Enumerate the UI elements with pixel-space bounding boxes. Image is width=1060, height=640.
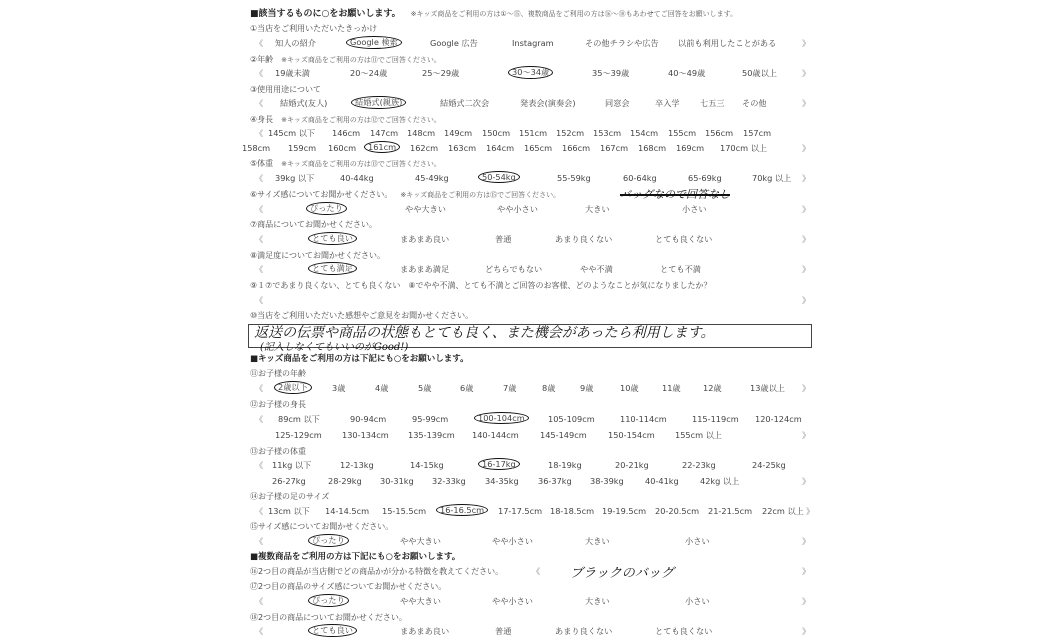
bracket-open: 《 <box>255 68 264 78</box>
q16-label: ⑯2つ目の商品が当店側でどの商品かが分かる特徴を教えてください。 <box>250 567 504 576</box>
q11-option[interactable]: 5歳 <box>418 383 432 393</box>
q12-option[interactable]: 110-114cm <box>620 414 667 424</box>
q12-option[interactable]: 90-94cm <box>350 414 387 424</box>
q4-option[interactable]: 159cm <box>288 143 317 153</box>
q18-option[interactable]: 普通 <box>495 626 512 636</box>
q6-option[interactable]: やや大きい <box>405 204 446 214</box>
q11-label: ⑪お子様の年齢 <box>250 369 306 378</box>
q16-answer[interactable]: ブラックのバッグ <box>570 566 674 581</box>
q4-option[interactable]: 145cm 以下 <box>268 128 316 138</box>
q13-label: ⑬お子様の体重 <box>250 447 306 456</box>
q3-option-selected[interactable]: 結婚式(親族) <box>351 96 406 109</box>
section-header <box>250 6 737 19</box>
q9-label: ⑨１⑦であまり良くない、とても良くない ⑧でやや不満、とても不満とご回答のお客様、どのようなことが気になりましたか？ <box>250 281 712 290</box>
q12-option[interactable]: 125-129cm <box>275 430 322 440</box>
q11-option[interactable]: 8歳 <box>542 383 556 393</box>
bracket-close: 》 <box>802 383 811 393</box>
bracket-close: 》 <box>806 506 815 516</box>
q2-option[interactable]: 25〜29歳 <box>422 68 460 78</box>
bracket-open: 《 <box>255 234 264 244</box>
q4-option[interactable]: 158cm <box>242 143 271 153</box>
q8-option[interactable]: まあまあ満足 <box>400 264 450 274</box>
bracket-open: 《 <box>255 38 264 48</box>
q13-option[interactable]: 24-25kg <box>752 460 786 470</box>
q8-label: ⑧満足度についてお聞かせください。 <box>250 251 386 260</box>
q14-options <box>250 505 815 518</box>
q17-label: ⑰2つ目の商品のサイズ感についてお聞かせください。 <box>250 582 447 591</box>
bracket-close: 》 <box>802 476 811 486</box>
q13-options-row2 <box>250 476 810 488</box>
q2-option[interactable]: 35〜39歳 <box>592 68 630 78</box>
q5-option[interactable]: 55-59kg <box>557 173 591 183</box>
q18-options <box>250 626 810 638</box>
q11-option-selected[interactable]: 2歳以下 <box>274 381 312 394</box>
q6-option[interactable]: 大きい <box>585 204 610 214</box>
bracket-open: 《 <box>255 204 264 214</box>
q11-option[interactable]: 4歳 <box>375 383 389 393</box>
bracket-open: 《 <box>255 264 264 274</box>
q10-label: ⑩当店をご利用いただいた感想やご意見をお聞かせください。 <box>250 311 474 320</box>
q4-options-row2 <box>242 142 811 155</box>
survey-sheet <box>240 0 820 640</box>
q5-title: ⑤体重 <box>250 159 274 168</box>
q4-option[interactable]: 170cm 以上 <box>720 143 768 153</box>
q2-option[interactable]: 20〜24歳 <box>350 68 388 78</box>
q1-option[interactable]: Instagram <box>512 38 554 48</box>
bracket-open: 《 <box>255 536 264 546</box>
q4-option[interactable]: 155cm <box>668 128 697 138</box>
q13-option[interactable]: 18-19kg <box>548 460 582 470</box>
q4-option[interactable]: 165cm <box>524 143 553 153</box>
q8-option[interactable]: とても不満 <box>660 264 701 274</box>
q4-title: ④身長 <box>250 115 274 124</box>
q3-label: ③使用用途について <box>250 85 322 94</box>
q15-option[interactable]: 小さい <box>685 536 710 546</box>
bracket-open: 《 <box>255 596 264 606</box>
q13-option[interactable]: 11kg 以下 <box>272 460 312 470</box>
bracket-close: 》 <box>802 38 811 48</box>
q15-option[interactable]: 大きい <box>585 536 610 546</box>
q3-option[interactable]: 結婚式(友人) <box>280 98 328 108</box>
q2-label <box>250 54 441 65</box>
q1-label: ①当店をご利用いただいたきっかけ <box>250 24 378 33</box>
q15-option[interactable]: やや大きい <box>400 536 441 546</box>
q11-options <box>250 383 810 395</box>
multi-section-header: ■複数商品をご利用の方は下記にも○をお願いします。 <box>250 552 461 562</box>
q5-options <box>250 173 810 185</box>
q13-option[interactable]: 26-27kg <box>272 476 306 486</box>
q14-option[interactable]: 17-17.5cm <box>498 506 543 516</box>
bracket-close: 》 <box>802 566 811 576</box>
q17-options <box>250 596 810 608</box>
bracket-open: 《 <box>255 295 264 305</box>
q12-option[interactable]: 140-144cm <box>472 430 519 440</box>
q18-option-selected[interactable]: とても良い <box>308 624 357 637</box>
q12-label: ⑫お子様の身長 <box>250 400 306 409</box>
q2-options <box>250 68 810 80</box>
bracket-close: 》 <box>802 264 811 274</box>
q7-label: ⑦商品についてお聞かせください。 <box>250 220 378 229</box>
q8-options <box>250 264 810 276</box>
header-title: ■該当するものに○をお願いします。 <box>250 9 401 19</box>
q1-option[interactable]: Google 広告 <box>430 38 478 48</box>
q4-option[interactable]: 167cm <box>600 143 629 153</box>
q7-option[interactable]: 普通 <box>495 234 512 244</box>
bracket-open: 《 <box>255 383 264 393</box>
q3-option[interactable]: 発表会(演奏会) <box>520 98 576 108</box>
q13-option[interactable]: 42kg 以上 <box>700 476 740 486</box>
q5-option[interactable]: 60-64kg <box>623 173 657 183</box>
q8-option[interactable]: どちらでもない <box>485 264 543 274</box>
q8-option-selected[interactable]: とても満足 <box>308 262 357 275</box>
q5-option[interactable]: 70kg 以上 <box>752 173 792 183</box>
q2-option[interactable]: 19歳未満 <box>275 68 310 78</box>
q12-option[interactable]: 130-134cm <box>342 430 389 440</box>
q7-option[interactable]: あまり良くない <box>555 234 613 244</box>
q11-option[interactable]: 3歳 <box>332 383 346 393</box>
q4-option[interactable]: 164cm <box>486 143 515 153</box>
bracket-open: 《 <box>255 506 264 516</box>
q12-option[interactable]: 135-139cm <box>408 430 455 440</box>
q12-option[interactable]: 95-99cm <box>412 414 449 424</box>
q14-option[interactable]: 14-14.5cm <box>325 506 370 516</box>
q4-options-row1 <box>250 128 810 140</box>
q2-option-selected[interactable]: 30〜34歳 <box>508 66 553 79</box>
q6-note: ※キッズ商品をご利用の方は⑮でご回答ください。 <box>400 191 561 199</box>
bracket-close: 》 <box>802 204 811 214</box>
bracket-open: 《 <box>255 173 264 183</box>
q4-option[interactable]: 148cm <box>407 128 436 138</box>
q10-answer-line2: (記入しなくてもいいのがGood!) <box>260 342 409 353</box>
q2-option[interactable]: 50歳以上 <box>742 68 777 78</box>
q17-option[interactable]: 大きい <box>585 596 610 606</box>
bracket-close: 》 <box>802 173 811 183</box>
q13-option[interactable]: 40-41kg <box>645 476 679 486</box>
q12-option[interactable]: 105-109cm <box>548 414 595 424</box>
q12-option[interactable]: 145-149cm <box>540 430 587 440</box>
q11-option[interactable]: 10歳 <box>620 383 639 393</box>
q17-option-selected[interactable]: ぴったり <box>308 594 349 607</box>
q15-option-selected[interactable]: ぴったり <box>308 534 349 547</box>
q11-option[interactable]: 11歳 <box>662 383 681 393</box>
q3-option[interactable]: 同窓会 <box>605 98 630 108</box>
q13-option[interactable]: 30-31kg <box>380 476 414 486</box>
q17-option[interactable]: 小さい <box>685 596 710 606</box>
q6-option-selected[interactable]: ぴったり <box>306 202 347 215</box>
kids-section-header: ■キッズ商品をご利用の方は下記にも○をお願いします。 <box>250 354 469 364</box>
q4-option[interactable]: 150cm <box>482 128 511 138</box>
q11-option[interactable]: 7歳 <box>503 383 517 393</box>
q9-answer-field[interactable] <box>250 295 810 307</box>
bracket-open: 《 <box>532 566 541 576</box>
q6-option[interactable]: やや小さい <box>497 204 538 214</box>
q12-option[interactable]: 89cm 以下 <box>278 414 320 424</box>
q12-option[interactable]: 120-124cm <box>755 414 802 424</box>
q14-option[interactable]: 22cm 以上 <box>762 506 804 516</box>
q4-option[interactable]: 162cm <box>410 143 439 153</box>
q14-label: ⑭お子様の足のサイズ <box>250 492 330 501</box>
q5-note: ※キッズ商品をご利用の方は⑬でご回答ください。 <box>281 160 441 168</box>
q10-answer-line1: 返送の伝票や商品の状態もとても良く、また機会があったら利用します。 <box>254 325 715 341</box>
q17-option[interactable]: やや小さい <box>492 596 533 606</box>
q14-option-selected[interactable]: 16-16.5cm <box>436 504 488 516</box>
q4-option[interactable]: 168cm <box>638 143 667 153</box>
q5-option[interactable]: 40-44kg <box>340 173 374 183</box>
bracket-close: 》 <box>802 430 811 440</box>
q14-option[interactable]: 15-15.5cm <box>382 506 427 516</box>
bracket-close: 》 <box>802 596 811 606</box>
q12-options-row1 <box>250 414 810 426</box>
q13-option[interactable]: 28-29kg <box>328 476 362 486</box>
bracket-close: 》 <box>802 143 811 153</box>
q4-option[interactable]: 169cm <box>676 143 705 153</box>
q6-title: ⑥サイズ感についてお聞かせください。 <box>250 190 393 199</box>
q15-options <box>250 536 810 548</box>
q7-option-selected[interactable]: とても良い <box>308 232 357 245</box>
bracket-open: 《 <box>255 460 264 470</box>
q11-option[interactable]: 12歳 <box>703 383 722 393</box>
q4-option[interactable]: 160cm <box>328 143 357 153</box>
q13-option[interactable]: 12-13kg <box>340 460 374 470</box>
q3-option[interactable]: 七五三 <box>700 98 725 108</box>
q2-option[interactable]: 40〜49歳 <box>668 68 706 78</box>
q6-handwritten-note: バッグなので回答なし <box>620 188 730 201</box>
q13-options-row1 <box>250 460 810 472</box>
q13-option[interactable]: 32-33kg <box>432 476 466 486</box>
q18-option[interactable]: まあまあ良い <box>400 626 450 636</box>
q11-option[interactable]: 13歳以上 <box>750 383 785 393</box>
q13-option[interactable]: 14-15kg <box>410 460 444 470</box>
q4-option[interactable]: 146cm <box>332 128 361 138</box>
q4-option-selected[interactable]: 161cm <box>364 141 400 153</box>
q18-label: ⑱2つ目の商品についてお聞かせください。 <box>250 613 407 622</box>
q8-option[interactable]: やや不満 <box>580 264 613 274</box>
q2-note: ※キッズ商品をご利用の方は⑪でご回答ください。 <box>281 56 441 64</box>
q4-note: ※キッズ商品をご利用の方は⑫でご回答ください。 <box>281 116 441 124</box>
q6-options <box>250 204 810 216</box>
q15-label: ⑮サイズ感についてお聞かせください。 <box>250 522 394 531</box>
q4-option[interactable]: 163cm <box>448 143 477 153</box>
q4-label <box>250 114 441 125</box>
bracket-open: 《 <box>255 414 264 424</box>
bracket-open: 《 <box>255 98 264 108</box>
q13-option-selected[interactable]: 16-17kg <box>478 458 520 470</box>
q18-option[interactable]: あまり良くない <box>555 626 613 636</box>
q12-option-selected[interactable]: 100-104cm <box>474 412 529 424</box>
q7-option[interactable]: とても良くない <box>655 234 713 244</box>
q3-option[interactable]: 結婚式二次会 <box>440 98 490 108</box>
q5-option[interactable]: 65-69kg <box>688 173 722 183</box>
q13-option[interactable]: 36-37kg <box>538 476 572 486</box>
q13-option[interactable]: 38-39kg <box>590 476 624 486</box>
q4-option[interactable]: 157cm <box>743 128 772 138</box>
q3-options <box>250 98 810 110</box>
q4-option[interactable]: 156cm <box>705 128 734 138</box>
bracket-close: 》 <box>802 68 811 78</box>
q1-option[interactable]: その他チラシや広告 <box>585 38 659 48</box>
q14-option[interactable]: 20-20.5cm <box>655 506 700 516</box>
q4-option[interactable]: 153cm <box>593 128 622 138</box>
bracket-close: 》 <box>802 295 811 305</box>
q1-option-selected[interactable]: Google 検索 <box>346 36 402 49</box>
q12-options-row2 <box>250 430 810 442</box>
q6-option[interactable]: 小さい <box>682 204 707 214</box>
bracket-close: 》 <box>802 98 811 108</box>
q4-option[interactable]: 154cm <box>630 128 659 138</box>
q15-option[interactable]: やや小さい <box>492 536 533 546</box>
q7-option[interactable]: まあまあ良い <box>400 234 450 244</box>
q11-option[interactable]: 9歳 <box>580 383 594 393</box>
q12-option[interactable]: 150-154cm <box>608 430 655 440</box>
header-note: ※キッズ商品をご利用の方は①〜⑮、複数商品をご利用の方は⑯〜⑱もあわせてご回答をお願いします。 <box>410 10 738 18</box>
q4-option[interactable]: 149cm <box>444 128 473 138</box>
q12-option[interactable]: 155cm 以上 <box>675 430 723 440</box>
q17-option[interactable]: やや大きい <box>400 596 441 606</box>
q5-option[interactable]: 45-49kg <box>415 173 449 183</box>
q5-option[interactable]: 39kg 以下 <box>275 173 315 183</box>
q14-option[interactable]: 19-19.5cm <box>602 506 647 516</box>
q2-title: ②年齢 <box>250 55 274 64</box>
q12-option[interactable]: 115-119cm <box>692 414 739 424</box>
q1-option[interactable]: 以前も利用したことがある <box>678 38 777 48</box>
bracket-close: 》 <box>802 536 811 546</box>
bracket-close: 》 <box>802 626 811 636</box>
q13-option[interactable]: 34-35kg <box>485 476 519 486</box>
q4-option[interactable]: 147cm <box>370 128 399 138</box>
q13-option[interactable]: 22-23kg <box>682 460 716 470</box>
q4-option[interactable]: 166cm <box>562 143 591 153</box>
q13-option[interactable]: 20-21kg <box>615 460 649 470</box>
q11-option[interactable]: 6歳 <box>460 383 474 393</box>
q14-option[interactable]: 18-18.5cm <box>550 506 595 516</box>
q5-option-selected[interactable]: 50-54kg <box>478 171 520 183</box>
q1-options <box>250 38 810 50</box>
q5-label <box>250 158 441 169</box>
q16-row <box>250 566 811 581</box>
bracket-open: 《 <box>255 128 264 138</box>
q4-option[interactable]: 152cm <box>556 128 585 138</box>
q14-option[interactable]: 21-21.5cm <box>708 506 753 516</box>
bracket-close: 》 <box>802 234 811 244</box>
q7-options <box>250 234 810 246</box>
q3-option[interactable]: その他 <box>742 98 767 108</box>
bracket-open: 《 <box>255 626 264 636</box>
q4-option[interactable]: 151cm <box>519 128 548 138</box>
q3-option[interactable]: 卒入学 <box>655 98 680 108</box>
q1-option[interactable]: 知人の紹介 <box>275 38 316 48</box>
q18-option[interactable]: とても良くない <box>655 626 713 636</box>
q6-label <box>250 189 560 200</box>
q14-option[interactable]: 13cm 以下 <box>268 506 310 516</box>
